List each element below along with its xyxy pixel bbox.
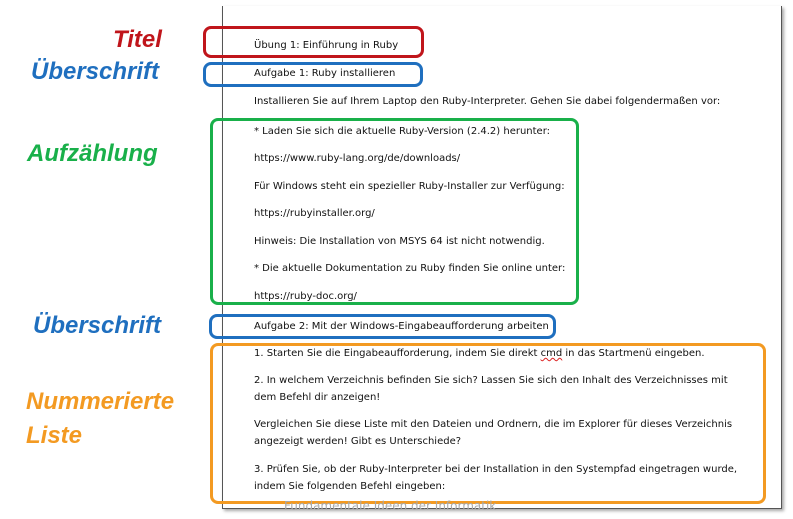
label-liste: Liste bbox=[26, 422, 83, 449]
numbered-item-2-compare: Vergleichen Sie diese Liste mit den Dateien und Ordnern, die im Explorer für dieses Verzeichnis angezeigt werden! Gibt es Unterschiede? bbox=[254, 419, 733, 447]
cmd-word: cmd bbox=[540, 348, 563, 359]
doc-heading-2: Aufgabe 2: Mit der Windows-Eingabeaufforderung arbeiten bbox=[254, 321, 549, 332]
numbered-item-1-a: 1. Starten Sie die Eingabeaufforderung, indem Sie direkt bbox=[254, 348, 541, 359]
doc-title: Übung 1: Einführung in Ruby bbox=[254, 40, 399, 51]
numbered-item-1-b: in das Startmenü eingeben. bbox=[562, 348, 705, 359]
page-footer: Fundamentale Ideen der Informatik bbox=[284, 499, 497, 513]
doc-heading-1: Aufgabe 1: Ruby installieren bbox=[254, 68, 396, 79]
bullet-1-url: https://www.ruby-lang.org/de/downloads/ bbox=[254, 153, 461, 164]
bullet-1-hint: Hinweis: Die Installation von MSYS 64 ist nicht notwendig. bbox=[254, 236, 545, 247]
bullet-1-windows-url: https://rubyinstaller.org/ bbox=[254, 208, 375, 219]
bullet-2: * Die aktuelle Dokumentation zu Ruby finden Sie online unter: bbox=[254, 263, 566, 274]
label-nummerierte: Nummerierte bbox=[26, 388, 175, 415]
bullet-1: * Laden Sie sich die aktuelle Ruby-Version (2.4.2) herunter: bbox=[254, 126, 551, 137]
label-titel: Titel bbox=[113, 26, 162, 53]
numbered-item-1 bbox=[254, 347, 705, 360]
numbered-item-3: 3. Prüfen Sie, ob der Ruby-Interpreter bei der Installation in den Systempfad eingetragen wurde, indem Sie folgenden Befehl eingeben: bbox=[254, 464, 738, 492]
label-ueberschrift-2: Überschrift bbox=[33, 312, 162, 339]
label-ueberschrift-1: Überschrift bbox=[31, 58, 160, 85]
label-aufzaehlung: Aufzählung bbox=[27, 140, 158, 167]
bullet-1-windows: Für Windows steht ein spezieller Ruby-Installer zur Verfügung: bbox=[254, 181, 565, 192]
doc-intro: Installieren Sie auf Ihrem Laptop den Ruby-Interpreter. Gehen Sie dabei folgendermaßen vor: bbox=[254, 96, 721, 107]
numbered-item-2: 2. In welchem Verzeichnis befinden Sie sich? Lassen Sie sich den Inhalt des Verzeichnisses mit dem Befehl dir anzeigen! bbox=[254, 375, 728, 403]
bullet-2-url: https://ruby-doc.org/ bbox=[254, 291, 357, 302]
